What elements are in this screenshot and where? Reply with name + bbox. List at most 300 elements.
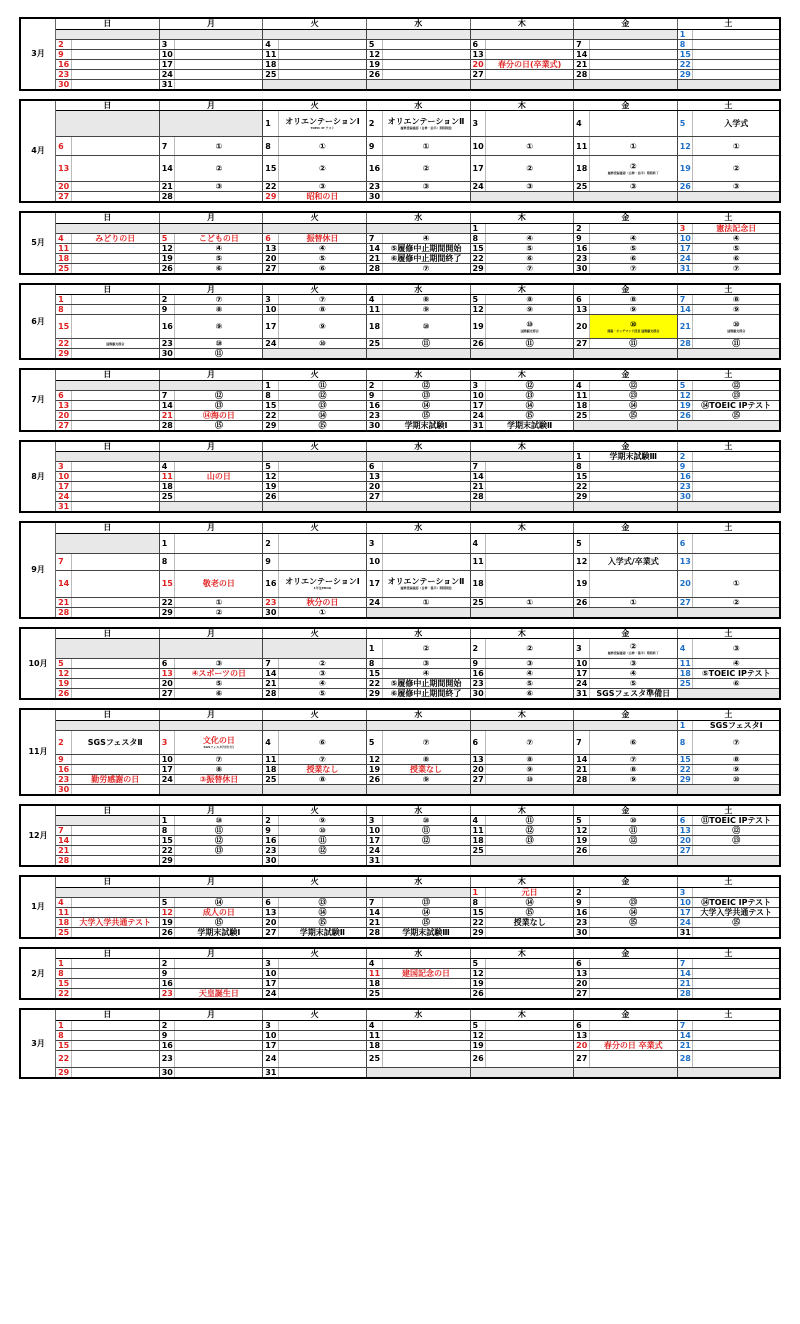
event-label: ⑧ <box>526 295 534 304</box>
event-label: ③ <box>526 659 534 668</box>
day-number: 2 <box>366 380 382 390</box>
event-label: ⑥ <box>629 253 637 263</box>
day-number: 4 <box>56 233 72 243</box>
day-content <box>278 846 366 856</box>
day-content <box>71 764 159 774</box>
event-label: 秋分の日 <box>306 597 339 607</box>
event-label: ⑩ <box>629 816 637 825</box>
day-number: 15 <box>56 979 72 989</box>
day-content <box>486 182 574 192</box>
day-number: 13 <box>574 969 590 979</box>
blank-cell <box>159 29 263 39</box>
month-label: 1月 <box>20 876 56 938</box>
day-number: 20 <box>677 570 693 597</box>
event-label: ⑦ <box>629 754 637 764</box>
day-content <box>693 816 780 826</box>
event-label: ② <box>629 162 637 171</box>
day-content <box>589 659 677 669</box>
event-label: ⑨ <box>629 305 637 314</box>
day-number: 8 <box>574 462 590 472</box>
event-label: ⑫ <box>629 380 638 390</box>
week-row <box>20 111 780 137</box>
day-number: 20 <box>574 979 590 989</box>
day-number: 20 <box>263 253 279 263</box>
event-label: ⑧ <box>526 754 534 764</box>
day-content <box>693 492 780 502</box>
day-number: 10 <box>470 137 486 156</box>
day-content <box>382 689 470 700</box>
day-number: 29 <box>677 69 693 79</box>
day-header: 木 <box>470 709 574 720</box>
event-label: ⑮ <box>629 410 638 420</box>
week-row <box>20 784 780 795</box>
day-content <box>278 1050 366 1067</box>
day-content <box>589 689 677 700</box>
day-content <box>71 400 159 410</box>
day-content <box>71 69 159 79</box>
week-row <box>20 774 780 784</box>
event-label: ⑫ <box>422 836 431 845</box>
blank-cell <box>677 420 780 431</box>
week-row <box>20 826 780 836</box>
day-content <box>71 349 159 360</box>
day-number: 3 <box>159 730 175 754</box>
day-content <box>486 69 574 79</box>
day-content <box>486 979 574 989</box>
day-content <box>486 897 574 907</box>
event-note: 課題・オンデマンド授業 国際観光部会 <box>607 329 660 333</box>
day-number: 13 <box>677 553 693 570</box>
day-content <box>71 263 159 274</box>
day-header: 金 <box>574 522 678 533</box>
day-number: 9 <box>159 969 175 979</box>
event-label: ⑧ <box>319 305 326 314</box>
event-label: ⑧ <box>629 764 637 774</box>
day-content <box>278 182 366 192</box>
event-label: ⑪ <box>214 826 223 835</box>
day-content <box>693 137 780 156</box>
blank-cell <box>470 79 574 90</box>
day-header: 土 <box>677 100 780 111</box>
day-content <box>589 927 677 938</box>
day-number: 15 <box>56 315 72 339</box>
day-content <box>693 887 780 897</box>
day-content <box>278 137 366 156</box>
day-number: 27 <box>56 192 72 203</box>
day-number: 9 <box>366 390 382 400</box>
day-number: 14 <box>470 472 486 482</box>
day-content <box>589 410 677 420</box>
event-label: ⑫ <box>318 390 327 400</box>
day-number: 25 <box>470 597 486 607</box>
blank-cell <box>470 192 574 203</box>
day-number: 4 <box>366 295 382 305</box>
event-label: ③ <box>422 182 430 191</box>
blank-cell <box>159 380 263 390</box>
day-number: 12 <box>366 754 382 764</box>
day-number: 21 <box>677 315 693 339</box>
week-row <box>20 816 780 826</box>
day-content <box>71 570 159 597</box>
day-number: 16 <box>159 979 175 989</box>
month-label: 10月 <box>20 628 56 700</box>
blank-cell <box>366 784 470 795</box>
event-label: ⑪ <box>732 339 741 348</box>
event-label: 大学入学共通テスト <box>700 907 773 917</box>
month-label: 5月 <box>20 212 56 274</box>
event-label: ④スポーツの日 <box>191 669 247 678</box>
day-content <box>486 836 574 846</box>
day-number: 1 <box>470 223 486 233</box>
week-row <box>20 420 780 431</box>
day-content <box>382 669 470 679</box>
day-number: 24 <box>56 492 72 502</box>
event-label: ⑦ <box>526 737 534 747</box>
day-header-row <box>20 441 780 452</box>
week-row <box>20 846 780 856</box>
day-content <box>278 492 366 502</box>
day-content <box>71 1020 159 1030</box>
day-header: 火 <box>263 522 367 533</box>
day-content <box>175 927 263 938</box>
day-content <box>382 597 470 607</box>
day-number: 10 <box>263 305 279 315</box>
event-label: ③ <box>629 659 637 668</box>
week-row <box>20 754 780 764</box>
day-content <box>382 917 470 927</box>
event-label: ① <box>526 141 534 151</box>
event-label: ⑫ <box>525 380 534 390</box>
day-content <box>693 969 780 979</box>
day-content <box>278 295 366 305</box>
day-content <box>175 243 263 253</box>
blank-cell <box>159 452 263 462</box>
month-table <box>19 1008 781 1079</box>
day-number: 20 <box>470 764 486 774</box>
day-content <box>175 233 263 243</box>
day-number: 10 <box>574 659 590 669</box>
day-content <box>278 472 366 482</box>
day-number: 1 <box>263 380 279 390</box>
day-number: 30 <box>366 192 382 203</box>
day-number: 10 <box>677 897 693 907</box>
day-number: 29 <box>470 927 486 938</box>
day-header-row <box>20 212 780 223</box>
event-label: ⑮ <box>422 410 431 420</box>
day-header: 日 <box>56 948 160 959</box>
day-number: 11 <box>56 243 72 253</box>
day-content <box>175 1067 263 1078</box>
event-label: ⑬ <box>214 846 223 855</box>
day-number: 21 <box>574 764 590 774</box>
event-label: ⑨ <box>215 322 223 331</box>
day-header: 金 <box>574 628 678 639</box>
event-label: ⑪ <box>318 836 327 845</box>
day-number: 23 <box>366 410 382 420</box>
day-content <box>71 253 159 263</box>
day-number: 8 <box>677 39 693 49</box>
day-number: 27 <box>470 774 486 784</box>
blank-cell <box>366 720 470 730</box>
blank-cell <box>56 816 160 826</box>
day-content <box>71 689 159 700</box>
day-number: 4 <box>574 380 590 390</box>
day-content <box>589 979 677 989</box>
week-row <box>20 720 780 730</box>
blank-cell <box>263 79 367 90</box>
day-header: 金 <box>574 948 678 959</box>
day-content <box>175 390 263 400</box>
day-content <box>278 959 366 969</box>
day-header: 月 <box>159 805 263 816</box>
day-content <box>693 182 780 192</box>
event-label: ③ <box>215 182 223 191</box>
day-number: 13 <box>470 754 486 764</box>
day-content <box>589 137 677 156</box>
day-content <box>175 846 263 856</box>
day-number: 14 <box>159 156 175 182</box>
day-number: 8 <box>470 897 486 907</box>
day-number: 31 <box>56 502 72 513</box>
day-content <box>693 305 780 315</box>
blank-cell <box>56 380 160 390</box>
day-content <box>486 917 574 927</box>
event-label: ⑫ <box>318 846 327 855</box>
day-content <box>278 927 366 938</box>
day-number: 21 <box>574 59 590 69</box>
event-label: ⑨ <box>732 305 740 314</box>
day-content <box>278 192 366 203</box>
day-header: 金 <box>574 709 678 720</box>
day-number: 10 <box>677 233 693 243</box>
event-label: ⑥ <box>319 263 326 273</box>
day-content <box>175 339 263 349</box>
week-row <box>20 243 780 253</box>
day-number: 28 <box>263 689 279 700</box>
day-header-row <box>20 805 780 816</box>
month-label: 9月 <box>20 522 56 618</box>
day-content <box>486 1040 574 1050</box>
day-number: 18 <box>263 764 279 774</box>
event-label: ⑪TOEIC IPテスト <box>701 816 772 825</box>
day-number: 31 <box>677 263 693 274</box>
day-number: 11 <box>470 553 486 570</box>
academic-calendar <box>19 17 781 1087</box>
day-number: 7 <box>574 39 590 49</box>
day-number: 1 <box>470 887 486 897</box>
day-content <box>486 462 574 472</box>
day-number: 31 <box>366 856 382 867</box>
event-label: ⑪ <box>629 339 638 348</box>
blank-cell <box>574 1067 678 1078</box>
day-number: 29 <box>159 607 175 618</box>
week-row <box>20 989 780 1000</box>
day-number: 11 <box>366 1030 382 1040</box>
event-label: ② <box>732 597 740 607</box>
day-content <box>589 400 677 410</box>
day-number: 14 <box>574 49 590 59</box>
day-content <box>175 39 263 49</box>
week-row <box>20 659 780 669</box>
event-label: ⑧ <box>732 754 740 764</box>
week-row <box>20 730 780 754</box>
day-number: 15 <box>574 472 590 482</box>
event-label: ⑤ <box>526 243 534 253</box>
event-label: ② <box>526 164 534 173</box>
day-content <box>382 730 470 754</box>
day-content <box>278 243 366 253</box>
day-number: 26 <box>470 339 486 349</box>
event-label: 学期末試験Ⅲ <box>609 452 658 461</box>
day-number: 4 <box>574 111 590 137</box>
day-content <box>278 315 366 339</box>
blank-cell <box>574 856 678 867</box>
day-content <box>175 182 263 192</box>
day-content <box>382 570 470 597</box>
day-content <box>589 49 677 59</box>
event-label: ⑥ <box>526 253 534 263</box>
event-label: ⑩ <box>215 816 223 825</box>
event-label: ⑤TOEIC IPテスト <box>701 669 771 678</box>
event-label: ⑧ <box>422 295 430 304</box>
event-label: ① <box>629 597 637 607</box>
blank-cell <box>366 887 470 897</box>
day-content <box>486 380 574 390</box>
day-content <box>175 420 263 431</box>
day-number: 31 <box>677 927 693 938</box>
blank-cell <box>677 502 780 513</box>
day-header: 金 <box>574 18 678 29</box>
day-number: 3 <box>677 223 693 233</box>
day-content <box>693 927 780 938</box>
day-number: 4 <box>159 462 175 472</box>
event-label: ⑩ <box>526 774 534 784</box>
day-number: 7 <box>677 1020 693 1030</box>
day-number: 14 <box>56 836 72 846</box>
day-number: 16 <box>470 669 486 679</box>
event-note: 国際観光部会 <box>727 329 746 333</box>
day-content <box>382 410 470 420</box>
month-table <box>19 947 781 1001</box>
week-row <box>20 29 780 39</box>
day-content <box>693 472 780 482</box>
day-content <box>589 492 677 502</box>
day-content <box>175 816 263 826</box>
event-label: みどりの日 <box>95 233 136 243</box>
day-content <box>486 679 574 689</box>
event-label: 入学式/卒業式 <box>607 557 659 566</box>
day-number: 11 <box>159 472 175 482</box>
day-number: 20 <box>470 59 486 69</box>
day-number: 17 <box>263 315 279 339</box>
event-label: ⑫ <box>525 826 534 835</box>
week-row <box>20 137 780 156</box>
event-label: ⑨ <box>526 305 534 314</box>
day-content <box>278 59 366 69</box>
day-content <box>589 1020 677 1030</box>
day-content <box>278 263 366 274</box>
day-content <box>486 1020 574 1030</box>
week-row <box>20 295 780 305</box>
day-header: 土 <box>677 18 780 29</box>
day-content <box>486 420 574 431</box>
week-row <box>20 570 780 597</box>
day-number: 14 <box>159 400 175 410</box>
day-content <box>278 553 366 570</box>
day-number: 7 <box>366 897 382 907</box>
day-content <box>589 233 677 243</box>
week-row <box>20 1050 780 1067</box>
day-number: 3 <box>366 533 382 553</box>
day-number: 23 <box>56 774 72 784</box>
day-header: 金 <box>574 369 678 380</box>
day-content <box>589 639 677 659</box>
day-number: 28 <box>56 856 72 867</box>
day-number: 16 <box>56 59 72 69</box>
day-content <box>382 826 470 836</box>
day-content <box>693 233 780 243</box>
day-content <box>589 917 677 927</box>
month-label: 11月 <box>20 709 56 795</box>
blank-cell <box>677 856 780 867</box>
day-number: 24 <box>159 774 175 784</box>
day-number: 21 <box>366 917 382 927</box>
event-label: ⑪ <box>422 339 431 348</box>
day-number: 27 <box>574 339 590 349</box>
day-content <box>486 472 574 482</box>
day-number: 23 <box>159 989 175 1000</box>
day-content <box>278 111 366 137</box>
event-label: ④ <box>629 233 637 243</box>
event-label: ⑨ <box>422 305 430 314</box>
day-content <box>693 917 780 927</box>
day-number: 17 <box>263 979 279 989</box>
day-content <box>278 1030 366 1040</box>
day-number: 13 <box>159 669 175 679</box>
event-label: 成人の日 <box>202 907 235 917</box>
event-label: ⑦ <box>732 263 740 273</box>
day-content <box>486 730 574 754</box>
day-number: 26 <box>56 689 72 700</box>
day-content <box>382 492 470 502</box>
event-label: ⑮ <box>318 420 327 430</box>
day-number: 16 <box>56 764 72 774</box>
day-number: 16 <box>159 1040 175 1050</box>
day-number: 2 <box>470 639 486 659</box>
day-number: 10 <box>159 754 175 764</box>
day-content <box>382 836 470 846</box>
day-header: 火 <box>263 284 367 295</box>
day-number: 24 <box>677 253 693 263</box>
day-number: 20 <box>56 182 72 192</box>
day-number: 18 <box>366 1040 382 1050</box>
blank-cell <box>366 452 470 462</box>
day-number: 13 <box>366 472 382 482</box>
day-number: 8 <box>159 826 175 836</box>
day-content <box>71 774 159 784</box>
day-content <box>486 253 574 263</box>
day-number: 23 <box>470 679 486 689</box>
day-number: 8 <box>366 659 382 669</box>
day-number: 2 <box>56 39 72 49</box>
day-content <box>382 156 470 182</box>
day-content <box>175 315 263 339</box>
blank-cell <box>56 639 160 659</box>
day-number: 13 <box>56 156 72 182</box>
week-row <box>20 927 780 938</box>
day-header: 火 <box>263 805 367 816</box>
day-number: 8 <box>470 233 486 243</box>
